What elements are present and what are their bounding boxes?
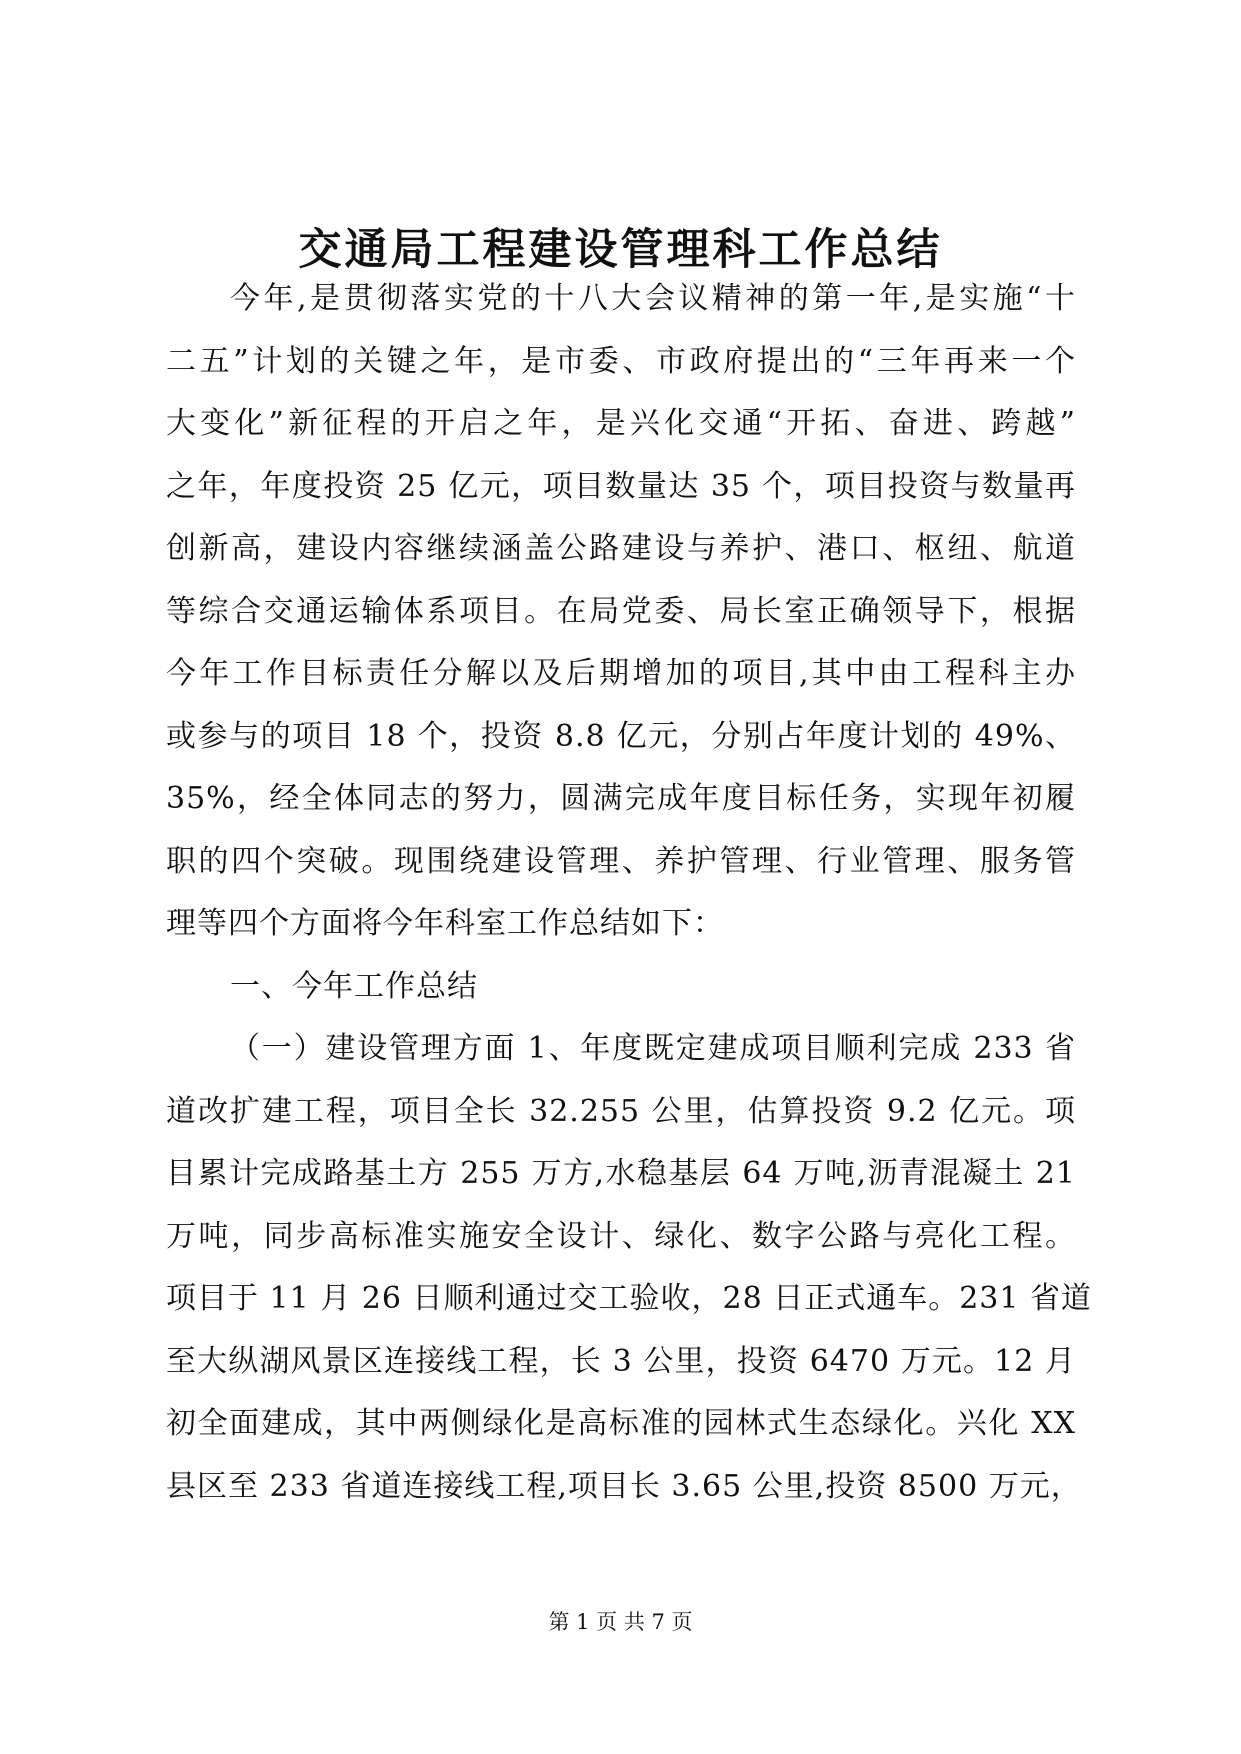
document-body	[166, 268, 1092, 1518]
body-line-4: 之年，年度投资 25 亿元，项目数量达 35 个，项目投资与数量再	[166, 468, 1076, 504]
body-line-3: 大变化”新征程的开启之年，是兴化交通“开拓、奋进、跨越”	[166, 406, 1076, 441]
body-line-9: 35%，经全体同志的努力，圆满完成年度目标任务，实现年初履	[166, 781, 1076, 816]
body-line-6: 等综合交通运输体系项目。在局党委、局长室正确领导下，根据	[166, 593, 1076, 629]
body-line-16: 万吨，同步高标准实施安全设计、绿化、数字公路与亮化工程。	[166, 1218, 1076, 1254]
body-line-10: 职的四个突破。现围绕建设管理、养护管理、行业管理、服务管	[166, 843, 1076, 879]
body-line-19: 初全面建成，其中两侧绿化是高标准的园林式生态绿化。兴化 XX	[166, 1406, 1076, 1441]
body-line-11: 理等四个方面将今年科室工作总结如下：	[166, 906, 724, 941]
body-line-15: 目累计完成路基土方 255 万方,水稳基层 64 万吨,沥青混凝土 21	[166, 1156, 1076, 1191]
body-line-5: 创新高，建设内容继续涵盖公路建设与养护、港口、枢纽、航道	[166, 531, 1076, 566]
section-heading: 一、今年工作总结	[230, 968, 478, 1004]
body-line-14: 道改扩建工程，项目全长 32.255 公里，估算投资 9.2 亿元。项	[166, 1093, 1076, 1129]
page-footer: 第 1 页 共 7 页	[548, 1610, 693, 1634]
body-line-17: 项目于 11 月 26 日顺利通过交工验收，28 日正式通车。231 省道	[166, 1281, 1092, 1316]
document-title: 交通局工程建设管理科工作总结	[298, 225, 943, 275]
body-line-20: 县区至 233 省道连接线工程,项目长 3.65 公里,投资 8500 万元，	[166, 1468, 1082, 1504]
body-line-1: 今年,是贯彻落实党的十八大会议精神的第一年,是实施“十	[230, 281, 1076, 316]
body-line-8: 或参与的项目 18 个，投资 8.8 亿元，分别占年度计划的 49%、	[166, 718, 1076, 754]
body-line-13: （一）建设管理方面 1、年度既定建成项目顺利完成 233 省	[230, 1031, 1076, 1066]
body-line-18: 至大纵湖风景区连接线工程，长 3 公里，投资 6470 万元。12 月	[166, 1343, 1076, 1379]
body-line-7: 今年工作目标责任分解以及后期增加的项目,其中由工程科主办	[166, 656, 1076, 691]
body-line-2: 二五”计划的关键之年，是市委、市政府提出的“三年再来一个	[166, 343, 1076, 379]
